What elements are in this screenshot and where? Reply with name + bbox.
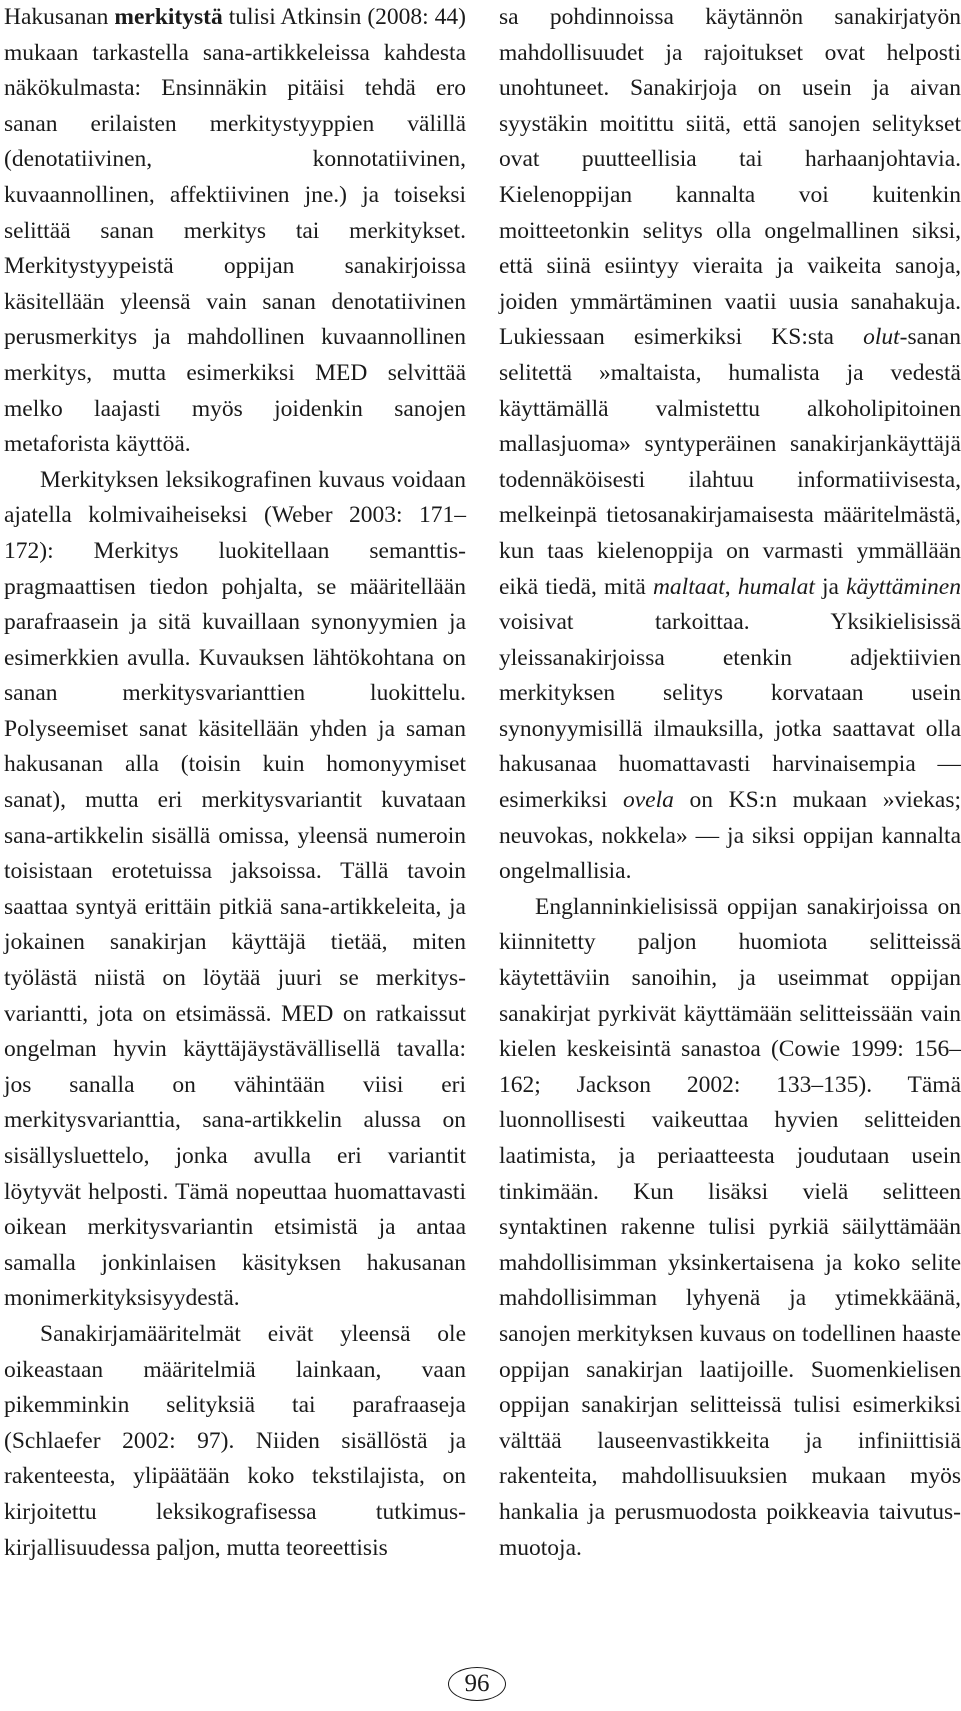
paragraph-lexicographic-description: Merkityksen leksikografinen kuvaus voidaan ajatella kolmivaiheiseksi (Weber 2003: 171–172): Merkitys luokitellaan semanttis-pragmaattisen tiedon pohjalta, se määritellään parafraasein ja sitä kuvaillaan synonyymien ja esimerkkien avulla. Kuvauksen lähtökohtana on sanan merkitysvarianttien luokittelu. Polyseemiset sanat käsitellään yhden ja saman hakusanan alla (toisin kuin homonyymiset sanat), mutta eri merkitysvariantit kuvataan sana-artikkelin sisällä omissa, yleensä numeroin toisistaan erotetuissa jaksoissa. Tällä tavoin saattaa syntyä erittäin pitkiä sana-artikkeleita, ja jokainen sanakirjan käyttäjä tietää, miten työlästä niistä on löytää juuri se merkitysvariantti, jota on etsimässä. MED on ratkaissut ongelman hyvin käyttäjäystävällisellä tavalla: jos sanalla on vähintään viisi eri merkitysvarianttia, sana-artikkelin alussa on sisällysluettelo, jonka avulla eri variantit löytyvät helposti. Tämä nopeuttaa huomattavasti oikean merkitysvariantin etsimistä ja antaa samalla jonkinlaisen käsityksen hakusanan monimerkityksisyydestä. <box>4 466 466 1312</box>
right-column <box>499 0 961 1566</box>
left-column <box>4 0 466 1566</box>
paragraph-definition-problems: sa pohdinnoissa käytännön sanakirjatyön mahdollisuudet ja rajoitukset ovat helposti unohtuneet. Sanakirjoja on usein ja aivan syystäkin moitittu siitä, että sanojen selitykset ovat puutteellisia tai harhaanjohtavia. Kielenoppijan kannalta voi kuitenkin moitteetonkin selitys olla ongelmallinen siksi, että siinä esiintyy vieraita ja vaikeita sanoja, joiden ymmärtäminen vaatii uusia sanahakuja. Lukiessaan esimerkiksi KS:sta olut-sanan selitettä »maltaista, humalista ja vedestä käyttämällä valmistettu alkoholipitoinen mallasjuoma» syntyperäinen sanakirjankäyttäjä todennäköisesti ilahtuu informatiivisesta, melkeinpä tietosanakirjamaisesta määritelmästä, kun taas kielenoppija on varmasti ymmällään eikä tiedä, mitä maltaat, humalat ja käyttäminen voisivat tarkoittaa. Yksikielisissä yleissanakirjoissa etenkin adjektiivien merkityksen selitys korvataan usein synonyymisillä ilmauksilla, jotka saattavat olla hakusanaa huomattavasti harvinaisempia — esimerkiksi ovela on KS:n mukaan »viekas; neuvokas, nokkela» — ja siksi oppijan kannalta ongelmallisia. <box>499 4 961 885</box>
paragraph-meaning: Hakusanan merkitystä tulisi Atkinsin (2008: 44) mukaan tarkastella sana-artikkeleissa kahdesta näkökulmasta: Ensinnäkin pitäisi tehdä ero sanan erilaisten merkitystyyppien välillä (denotatiivinen, konnotatiivinen, kuvaannollinen, affektiivinen jne.) ja toiseksi selittää sanan merkitys tai merkitykset. Merkitystyypeistä oppijan sanakirjoissa käsitellään yleensä vain sanan denotatiivinen perusmerkitys ja mahdollinen kuvaannollinen merkitys, mutta esimerkiksi MED selvittää melko laajasti myös joidenkin sanojen metaforista käyttöä. <box>4 4 466 458</box>
page-number: 96 <box>448 1667 506 1701</box>
keyword-merkitysta: merkitystä <box>114 4 223 30</box>
paragraph-english-learner-dictionaries: Englanninkielisissä oppijan sanakirjoissa on kiinnitetty paljon huomiota selitteissä käytettäviin sanoihin, ja useimmat oppijan sanakirjat pyrkivät käyttämään selitteissään vain kielen keskeisintä sanastoa (Cowie 1999: 156–162; Jackson 2002: 133–135). Tämä luonnollisesti vaikeuttaa hyvien selitteiden laatimista, ja periaatteesta joudutaan usein tinkimään. Kun lisäksi vielä selitteen syntaktinen rakenne tulisi pyrkiä säilyttämään mahdollisimman yksinkertaisena ja koko selite mahdollisimman lyhyenä ja ytimekkäänä, sanojen merkityksen kuvaus on todellinen haaste oppijan sanakirjan laatijoille. Suomenkielisen oppijan sanakirjan selitteissä tulisi esimerkiksi välttää lauseenvastikkeita ja infiniittisiä rakenteita, mahdollisuuksien mukaan myös hankalia ja perusmuodosta poikkeavia taivutusmuotoja. <box>499 893 961 1561</box>
paragraph-dictionary-definitions: Sanakirjamääritelmät eivät yleensä ole oikeastaan määritelmiä lainkaan, vaan pikemminkin selityksiä tai parafraaseja (Schlaefer 2002: 97). Niiden sisällöstä ja rakenteesta, ylipäätään koko tekstilajista, on kirjoitettu leksikografisessa tutkimuskirjallisuudessa paljon, mutta teoreettisis <box>4 1320 466 1561</box>
